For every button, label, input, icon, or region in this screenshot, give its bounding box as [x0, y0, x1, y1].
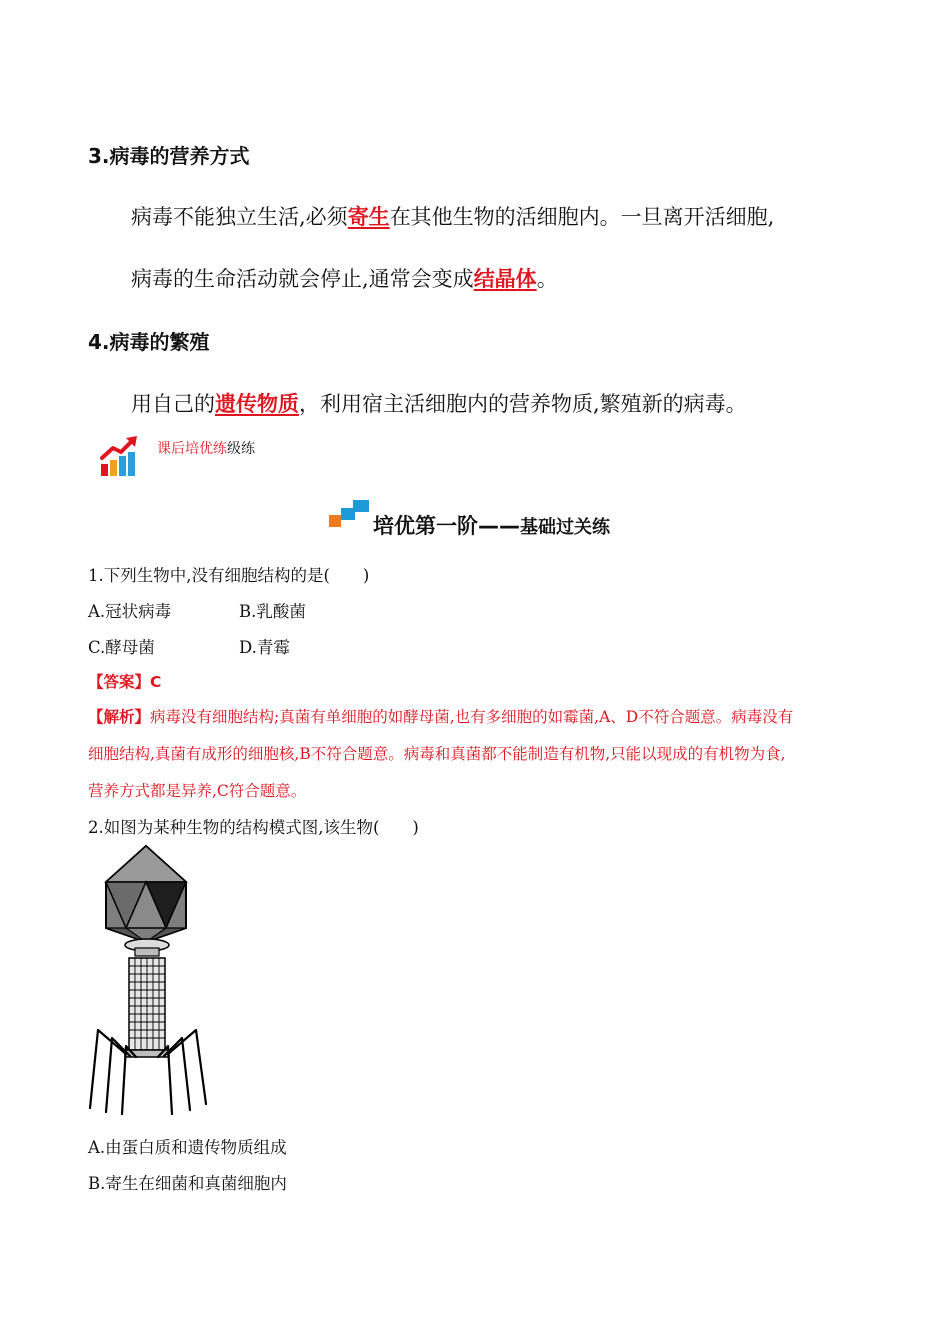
stage-title — [373, 510, 610, 540]
blank-answer: 结晶体 — [473, 267, 537, 291]
analysis-line: 营养方式都是异养,C符合题意。 — [88, 782, 307, 800]
question-stem: 1.下列生物中,没有细胞结构的是( ) — [88, 566, 370, 585]
option-b: B.寄生在细菌和真菌细胞内 — [88, 1174, 287, 1193]
analysis-line: 细胞结构,真菌有成形的细胞核,B不符合题意。病毒和真菌都不能制造有机物,只能以现成的有机物为食, — [88, 745, 786, 763]
stage-title-main: 培优第一阶 — [373, 514, 478, 538]
banner-red-text: 课后培优练 — [157, 441, 227, 457]
bacteriophage-diagram — [86, 842, 212, 1118]
text-run: 用自己的 — [131, 392, 215, 416]
text-run: 在其他生物的活细胞内。一旦离开活细胞, — [389, 205, 775, 229]
blank-answer: 寄生 — [347, 205, 390, 229]
section-heading-3: 3.病毒的营养方式 — [88, 144, 250, 168]
banner-black-text: 级练 — [227, 441, 255, 457]
text-run: 病毒不能独立生活,必须 — [131, 205, 348, 229]
question-stem: 2.如图为某种生物的结构模式图,该生物( ) — [88, 818, 419, 837]
option-b: B.乳酸菌 — [239, 602, 306, 621]
answer-label: 【答案】 — [88, 673, 151, 691]
analysis-text: 病毒没有细胞结构;真菌有单细胞的如酵母菌,也有多细胞的如霉菌,A、D不符合题意。病毒没有 — [150, 708, 794, 726]
paragraph-line — [131, 263, 558, 293]
stage-title-dash: —— — [478, 514, 520, 538]
stairs-icon — [329, 499, 371, 529]
option-d: D.青霉 — [239, 638, 290, 657]
growth-chart-icon — [99, 434, 143, 478]
section-heading-4: 4.病毒的繁殖 — [88, 330, 210, 354]
text-run: 病毒的生命活动就会停止,通常会变成 — [131, 267, 474, 291]
analysis-label: 【解析】 — [88, 708, 151, 726]
answer — [88, 670, 161, 692]
stage-title-sub: 基础过关练 — [520, 517, 610, 538]
banner-title — [157, 438, 255, 458]
text-run: ，利用宿主活细胞内的营养物质,繁殖新的病毒。 — [299, 392, 747, 416]
blank-answer: 遗传物质 — [215, 392, 299, 416]
option-c: C.酵母菌 — [88, 638, 155, 657]
text-run: 。 — [536, 267, 558, 291]
paragraph-line — [131, 201, 774, 231]
answer-value: C — [150, 673, 162, 691]
paragraph-line — [131, 388, 747, 418]
option-a: A.由蛋白质和遗传物质组成 — [88, 1138, 287, 1157]
analysis-line — [88, 705, 793, 727]
option-a: A.冠状病毒 — [88, 602, 172, 621]
